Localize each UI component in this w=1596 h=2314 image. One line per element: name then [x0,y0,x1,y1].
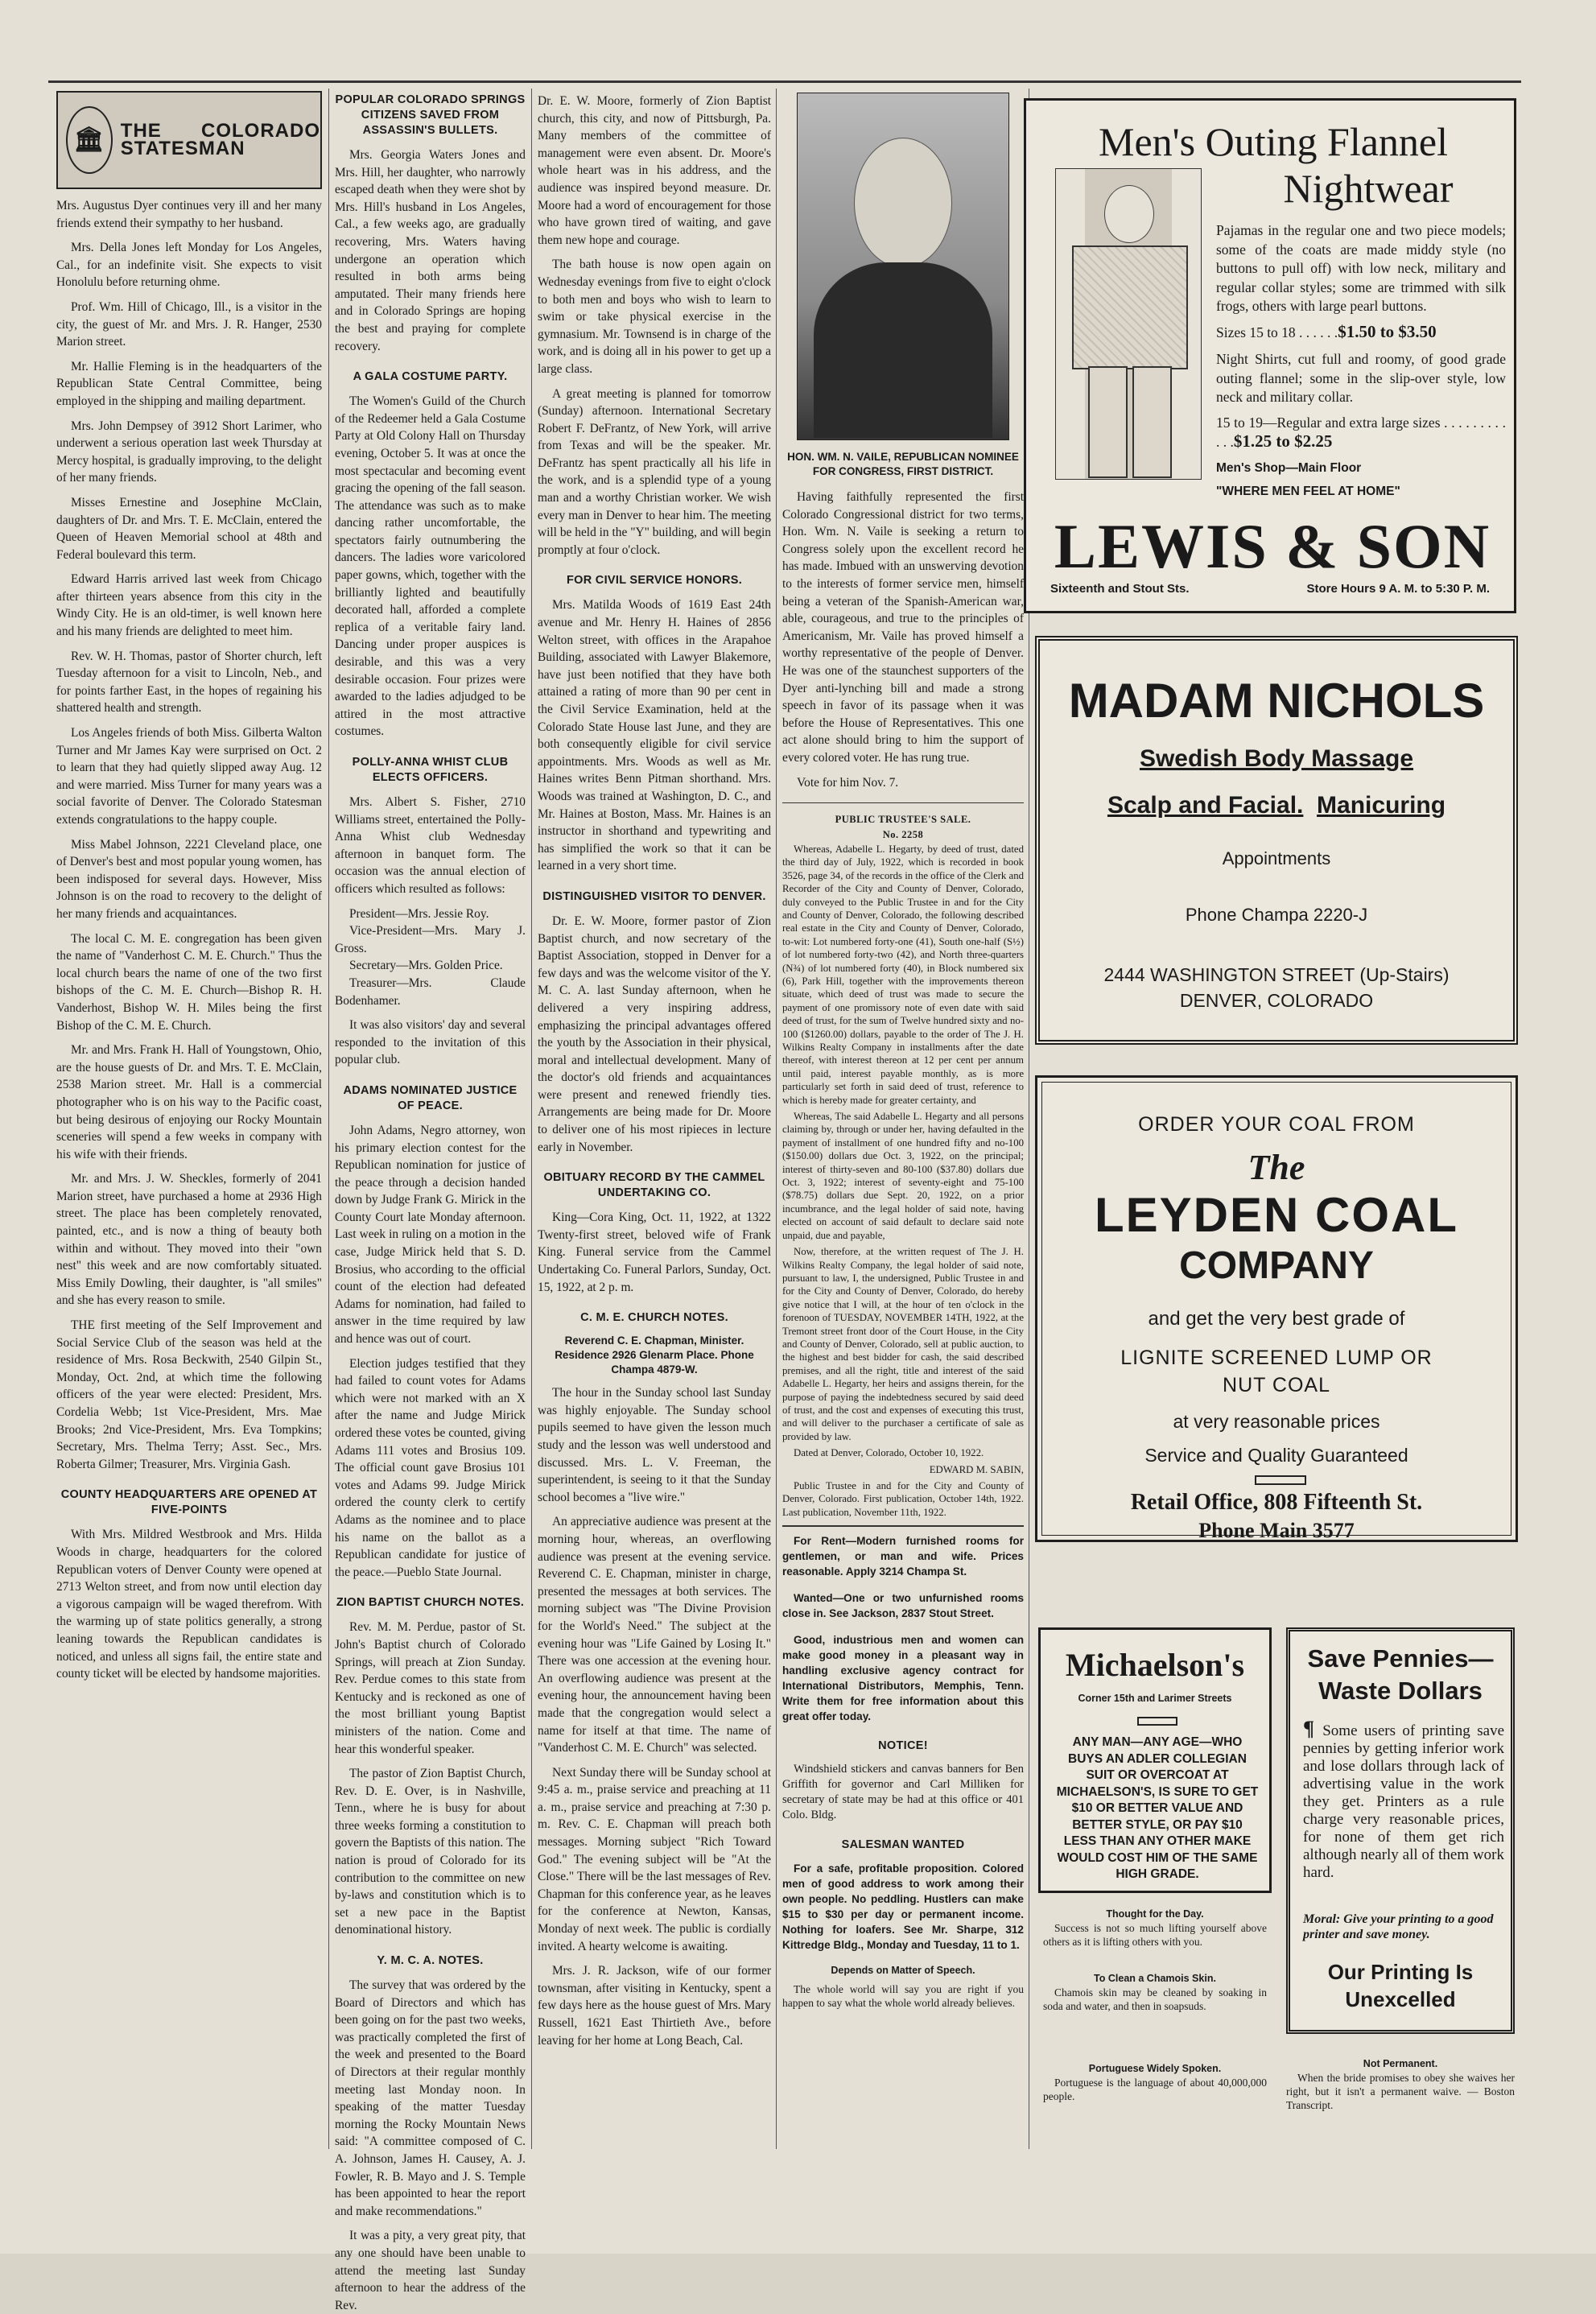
nichols-address-1: 2444 WASHINGTON STREET (Up-Stairs) [1103,964,1450,985]
item-whist: Mrs. Albert S. Fisher, 2710 Williams street, entertained the Polly-Anna Whist club Wednesday afternoon in banquet form. The occasion was the annual election of officers which resulted as follows: [335,795,526,896]
pilcrow-icon: ¶ [1303,1717,1323,1740]
ornament-icon [1255,1475,1306,1485]
item-county: With Mrs. Mildred Westbrook and Mrs. Hilda Woods in charge, headquarters for the colored Republican voters of Denver County were opened at 2713 Welton street, and from now until election day a vigorous campaign will be waged therefrom. With the warming up of state politics generally, a strong leaning towards the Republican candidates is noticed, and unless all signs fail, the entire state and county ticket will be elected by handsome majorities. [56,1528,322,1681]
headline-obituary: OBITUARY RECORD BY THE CAMMEL UNDERTAKING CO. [543,1171,765,1200]
item-vote: Vote for him Nov. 7. [797,775,899,790]
lewis-price-1: $1.50 to $3.50 [1338,321,1437,341]
filler-thought: Thought for the Day. Success is not so much lifting yourself above others as it is lifting others with you. [1043,1908,1267,1948]
lewis-desc: Pajamas in the regular one and two piece models; some of the coats are made middy style (no buttons to pull off) with low neck, military and regular collar styles; some are trimmed with silk frogs, others with large pearl buttons. [1216,222,1506,314]
officer: Vice-President—Mrs. Mary J. Gross. [335,924,526,955]
headline-zion: ZION BAPTIST CHURCH NOTES. [336,1596,525,1610]
officer: Secretary—Mrs. Golden Price. [349,959,503,973]
ad-agency: Good, industrious men and women can make good money in a pleasant way in handling exclusive agency contract for International Distributors, Memphis, Tenn. Write them for free information about this great offer today. [782,1634,1024,1723]
legal-notice: PUBLIC TRUSTEE'S SALE. No. 2258 Whereas, Adabelle L. Hegarty, by deed of trust, dated the third day of July, 1922, which is recorded in book 3526, page 34, of the records in the office of the Clerk and Recorder of the City and County of Denver, Colorado, duly conveyed to the Public Trustee in and for the City and County of Denver, Colorado, the following described real estate in the City and County of Denver, Colorado, to-wit: Lot numbered forty-one (41), South one-half (S½) of lot numbered forty-two (42), and North three-quarters (N¾) of lot numbered forty (40), in Block numbered six (6), Park Hill, together with the improvements thereon situate, which deed of trust was made to secure the payment of one promissory note of even date with said deed of trust, for the sum of Twelve hundred sixty and no-100 ($1260.00) dollars, payable to the order of The J. H. Wilkins Realty Company in installments after the date thereof, with interest thereon at 12 per cent per annum until paid, interest payable monthly, as is more particularly set forth in said deed of trust, reference to which is hereby made for greater certainty, and Whereas, The said Adabelle L. Hegarty and all persons claiming by, through or under her, having defaulted in the payment of installment of one hundred fifty and no-100 ($150.00) dollars due Oct. 3, 1922, on the principal; interest of thirty-seven and 80-100 ($37.80) dollars due Oct. 3, 1922; interest of seventy-eight and 75-100 ($78.75) dollars due Sept. 20, 1922, on a prior incumbrance, and the legal holder of said note, having elected on account of said default to declare said note unpaid, due and payable, Now, therefore, at the written request of The J. H. Wilkins Realty Company, the legal holder of said note, pursuant to law, I, the undersigned, Public Trustee in and for the City and County of Denver, Colorado, do hereby give notice that I will, at the hour of ten o'clock in the forenoon of TUESDAY, NOVEMBER 14TH, 1922, at the Tremont street front door of the Court House, in the City and County of Denver, Colorado, sell at public auction, to the highest and best bidder for cash, the said described premises, and all the right, title and interest of the said Adabelle L. Hegarty, her heirs and assigns therein, for the purpose of paying the indebtedness secured by said deed of trust, and the cost and expenses of executing this trust, and will deliver to the purchaser a certificate of sale as provided by law. Dated at Denver, Colorado, October 10, 1922. EDWARD M. SABIN, Public Trustee in and for the City and County of Denver, Colorado. First publication, October 14th, 1922. Last publication, November 11th, 1922. [782,802,1024,1519]
headline-notice: NOTICE! [878,1739,928,1753]
item-harris: Edward Harris arrived last week from Chicago after thirteen years absence from this city in the Windy City. He is an old-timer, is well known here and his many friends are delighted to meet him. [56,572,322,639]
leyden-coal-ad [1035,1075,1518,1542]
lewis-brand: LEWIS & SON [1054,511,1491,581]
leyden-line-2: and get the very best grade of [1148,1308,1405,1330]
pennies-footer-1: Our Printing Is [1327,1960,1474,1984]
headline-costume: A GALA COSTUME PARTY. [353,370,508,384]
leyden-name-2: COMPANY [1179,1244,1374,1287]
nichols-name: MADAM NICHOLS [1068,674,1485,728]
pennies-body: ¶ Some users of printing save pennies by getting inferior work and lose dollars through lack of advertising value in the work they get. Printers as a rule charge very reasonable prices, for none of them get rich although nearly all of them work hard. [1303,1717,1504,1881]
portrait-photo [797,93,1009,440]
item-cme: The local C. M. E. congregation has been given the name of "Vanderhost C. M. E. Church." Thus the local church bears the name of one of the two first bishops of the C. M. E. Church—Bishop R. H. Vanderhost, Bishop W. H. Miles being the first Bishop of the C. M. E. Church. [56,931,322,1033]
pajama-figure-icon [1055,168,1202,480]
madam-nichols-ad [1035,636,1518,1045]
leyden-line-5: at very reasonable prices [1173,1411,1380,1432]
item-mcclain: Misses Ernestine and Josephine McClain, daughters of Dr. and Mrs. T. E. McClain, entered the Queen of Heaven Memorial school at 48th and Federal boulevard this term. [56,495,322,562]
item-zion-2: The pastor of Zion Baptist Church, Rev. D. E. Over, is in Nashville, Tenn., where he is busy for about three weeks forming a constitution to govern the Baptists of this nation. The nation is proud of Colorado for its contribution to the committee on new by-laws and constitution which is to set a new pace in the Baptist denominational history. [335,1767,526,1937]
headline-cme: C. M. E. CHURCH NOTES. [580,1311,728,1325]
nichols-address-2: DENVER, COLORADO [1179,990,1374,1011]
headline-county: COUNTY HEADQUARTERS ARE OPENED AT FIVE-POINTS [60,1488,318,1517]
leyden-line-3: LIGNITE SCREENED LUMP OR [1120,1347,1433,1369]
item-hill: Prof. Wm. Hill of Chicago, Ill., is a visitor in the city, the guest of Mr. and Mrs. J. R. Hanger, 2530 Marion street. [56,299,322,349]
lewis-address: Sixteenth and Stout Sts. [1050,582,1190,596]
column-2 [335,93,526,2312]
masthead-title: THE COLORADO STATESMAN [120,120,320,159]
item-dyer: Mrs. Augustus Dyer continues very ill and her many friends extend their sympathy to her husband. [56,199,322,230]
portrait-caption: HON. WM. N. VAILE, REPUBLICAN NOMINEE FOR CONGRESS, FIRST DISTRICT. [787,451,1019,477]
cme-subhead: Reverend C. E. Chapman, Minister. Residence 2926 Glenarm Place. Phone Champa 4879-W. [555,1334,754,1376]
item-obituary: King—Cora King, Oct. 11, 1922, at 1322 Twenty-first street, beloved wife of Frank King. Funeral service from the Cammel Undertaking Co. Funeral Parlors, Sunday, Oct. 15, 1922, at 2 p. m. [538,1211,771,1294]
michaelsons-name: Michaelson's [1065,1647,1245,1683]
column-3 [538,93,771,2153]
pennies-footer-2: Unexcelled [1345,1987,1456,2011]
michaelsons-ad [1038,1627,1272,1893]
save-pennies-ad [1286,1627,1515,2034]
item-ymca: The survey that was ordered by the Board of Directors and which has been going on for the past two weeks, was practically completed the first of the week and presented to the Board of Directors at their regular monthly meeting last Monday noon. In speaking of the matter Tuesday morning the Rocky Mountain News said: "A committee composed of C. A. Johnson, James H. Causey, A. J. Fowler, R. B. Mayo and J. S. Temple has been appointed to hear the report and make recommendations." [335,1978,526,2218]
item-club: THE first meeting of the Self Improvement and Social Service Club of the season was held at the residence of Mrs. Rosa Beckwith, 2540 Gilpin St., Monday, Oct. 2nd, at which time the following officers of the year were elected: President, Mrs. Cordelia Webb; 1st Vice-President, Mrs. Mae Brooks; 2nd Vice-President, Mrs. Eva Tompkins; Secretary, Mrs. Thelma Terry; Asst. Sec., Mrs. Roberta Gilmer; Treasurer, Mrs. Virginia Gash. [56,1318,322,1471]
nichols-appointments: Appointments [1222,848,1331,868]
michaelsons-address: Corner 15th and Larimer Streets [1078,1693,1232,1704]
item-hall: Mr. and Mrs. Frank H. Hall of Youngstown, Ohio, are the house guests of Dr. and Mrs. T. E. McClain, 2538 Marion street. Mr. Hall is a commercial photographer who is on his way to the Pacific coast, but being desirous of enjoying our Rocky Mountain sceneries will spend a few weeks in company with his wife with their friends. [56,1043,322,1161]
leyden-the: The [1248,1148,1305,1187]
officer: Treasurer—Mrs. Claude Bodenhamer. [335,976,526,1008]
item-notice: Windshield stickers and canvas banners for Ben Griffith for governor and Carl Milliken for secretary of state may be had at this office or 401 Colo. Bldg. [782,1763,1024,1822]
item-cme-1: The hour in the Sunday school last Sunday was highly enjoyable. The Sunday school pupils seemed to have given the lesson much study and the lesson was well understood and discussed. Mrs. L. V. Freeman, the superintendent, is seeing to it that the Sunday school becomes a "live wire." [538,1386,771,1504]
headline-salesman: SALESMAN WANTED [841,1838,965,1852]
headline-whist: POLLY-ANNA WHIST CLUB ELECTS OFFICERS. [352,756,509,784]
lewis-price-2: $1.25 to $2.25 [1233,431,1333,451]
leyden-intro: ORDER YOUR COAL FROM [1138,1113,1415,1136]
legal-title: PUBLIC TRUSTEE'S SALE. [835,814,971,826]
item-vaile: Having faithfully represented the first Colorado Congressional district for two terms, Hon. Wm. N. Vaile is seeking a return to Congress solely upon the excellent record he has made. Imbued with an unswerving devotion to the interests of former service men, himself being a veteran of the Spanish-American war, able, courageous, and true to the principles of Americanism, Mr. Vaile has proved himself a worthy representative of the people of Denver. He was one of the staunchest supporters of the Dyer anti-lynching bill and made a strong speech in favor of its passage when it was before the House of Representatives. This one act alone should bring to him the support of every colored voter. He has rung true. [782,490,1024,765]
masthead [56,91,322,189]
ad-for-rent: For Rent—Modern furnished rooms for gentlemen, or man and wife. Prices reasonable. Apply 3214 Champa St. [782,1535,1024,1578]
item-fleming: Mr. Hallie Fleming is in the headquarters of the Republican State Central Committee, being employed in the shipping and mailing department. [56,359,322,408]
filler-portuguese: Portuguese Widely Spoken. Portuguese is the language of about 40,000,000 people. [1043,2063,1267,2102]
lewis-dept: Men's Shop—Main Floor [1216,460,1362,475]
headline-adams: ADAMS NOMINATED JUSTICE OF PEACE. [343,1083,518,1112]
item-whist-2: It was also visitors' day and several responded to the invitation of this popular club. [335,1018,526,1067]
speech-filler: Depends on Matter of Speech. The whole world will say you are right if you happen to say what the whole world already believes. [782,1965,1024,2010]
nichols-phone: Phone Champa 2220-J [1185,905,1368,925]
column-divider [531,89,532,2149]
nichols-services: Scalp and Facial. Manicuring [1107,792,1446,819]
lewis-slogan: "WHERE MEN FEEL AT HOME" [1216,485,1400,498]
item-zion: Rev. M. M. Perdue, pastor of St. John's Baptist church of Colorado Springs, will preach at Zion Sunday. Rev. Perdue comes to this state from Kentucky and is reckoned as one of the most brilliant young Baptist ministers of the nation. Come and hear this wonderful speaker. [335,1620,526,1756]
lewis-desc-2: Night Shirts, cut full and roomy, of good grade outing flannel; some in the slip-over style, low neck and military collar. [1216,351,1506,405]
ad-wanted: Wanted—One or two unfurnished rooms close in. See Jackson, 2837 Stout Street. [782,1592,1024,1620]
ornament-icon [1137,1717,1177,1726]
item-turner: Los Angeles friends of both Miss. Gilberta Walton Turner and Mr James Kay were surprised on Oct. 2 to learn that they had quietly slipped away Aug. 12 and were married. Miss Turner for many years was a social favorite of Denver. The Colorado Statesman extends congratulations to the happy couple. [56,726,322,827]
lewis-title-1: Men's Outing Flannel [1099,119,1448,164]
item-adams: John Adams, Negro attorney, won his primary election contest for the Republican nomination for justice of the peace through a decision handed down by Judge Frank G. Mirick in the County Court late Monday afternoon. Last week in ruling on a motion in the case, Judge Mirick held that S. D. Brosius, who according to the official count of the election had defeated Adams for nomination, had failed to answer in the time required by law and hence was out of court. [335,1123,526,1347]
item-costume: The Women's Guild of the Church of the Redeemer held a Gala Costume Party at Old Colony Hall on Thursday evening, October 5. It was at once the most spectacular and becoming event gracing the opening of the fall season. The attendance was such as to make dancing rather uncomfortable, the spectators fairly outnumbering the dancers. The ladies wore varicolored paper gowns, which, together with the brilliantly lighted and beautifully decorated hall, afforded a complete replica of a veritable fairy land. Dancing under proper auspices is desirable, and this was a very desirable occasion. Four prizes were awarded to the ladies adjudged to be attired in the most attractive costumes. [335,394,526,739]
filler-chamois: To Clean a Chamois Skin. Chamois skin may be cleaned by soaking in soda and water, and then in soapsuds. [1043,1973,1267,2012]
item-adams-2: Election judges testified that they had failed to count votes for Adams which were not marked with an X after the name and Judge Mirick ordered these votes be counted, giving Adams 111 votes and Brosius 109. The official count gave Brosius 101 votes and Adams 99. Judge Mirick ordered the county clerk to certify Adams as the nominee and to place his name on the ballot as a Republican candidate for justice of the peace.—Pueblo State Journal. [335,1356,526,1579]
headline-springs: POPULAR COLORADO SPRINGS CITIZENS SAVED FROM ASSASSIN'S BULLETS. [335,93,526,137]
item-cme-3: Next Sunday there will be Sunday school at 9:45 a. m., praise service and preaching at 11 a. m., praise service and preaching at 7:30 p. m. Rev. C. E. Chapman will preach both messages. Morning subject "Rich Toward God." The evening subject will be "At the Close." There will be the last messages of Rev. Chapman for this conference year, as he leaves for the conference at Newton, Kansas, Monday of next week. The public is cordially invited. A hearty welcome is awaiting. [538,1765,771,1953]
column-divider [328,89,329,2149]
lewis-hours: Store Hours 9 A. M. to 5:30 P. M. [1306,582,1490,596]
item-ymca-2: It was a pity, a very great pity, that any one should have been unable to attend the meeting last Sunday afternoon to hear the address of the Rev. [335,2229,526,2312]
item-jackson: Mrs. J. R. Jackson, wife of our former townsman, after visiting in Kentucky, spent a few days here as the house guest of Mrs. Mary Russell, 1621 East Thirtieth Ave., before leaving for her home at Long Beach, Cal. [538,1964,771,2048]
item-meeting: A great meeting is planned for tomorrow (Sunday) afternoon. International Secretary Robert F. DeFrantz, of New York, will arrive from Texas and will be the speaker. Mr. DeFrantz has spent practically all his life in the work, and is a splendid type of a young man and a worthy Christian worker. We wish every man in Denver to hear him. The meeting will be held in the "Y" building, and will begin promptly at four o'clock. [538,386,771,557]
pennies-heading-2: Waste Dollars [1318,1677,1483,1705]
item-jones: Mrs. Della Jones left Monday for Los Angeles, Cal., for an indefinite visit. She expects to visit Honolulu before returning ohme. [56,241,322,290]
item-salesman: For a safe, profitable proposition. Colored men of good address to work among their own people. No peddling. Hustlers can make $15 to $30 per day or permanent income. Nothing for loafers. See Mr. Sharpe, 312 Kittredge Bldg., Monday and Tuesday, 11 to 1. [782,1862,1024,1952]
item-thomas: Rev. W. H. Thomas, pastor of Shorter church, left Tuesday afternoon for a visit to Lincoln, Neb., and for points farther East, in the hopes of regaining his shattered health and strength. [56,649,322,716]
column-1 [56,93,322,2153]
headline-civil: FOR CIVIL SERVICE HONORS. [566,574,743,588]
leyden-line-6: Service and Quality Guaranteed [1144,1445,1408,1466]
officer: President—Mrs. Jessie Roy. [349,906,489,921]
leyden-office: Retail Office, 808 Fifteenth St. [1130,1490,1423,1515]
leyden-phone: Phone Main 3577 [1198,1519,1355,1542]
lewis-title-2: Nightwear [1283,166,1454,211]
leyden-line-4: NUT COAL [1223,1374,1330,1396]
item-dempsey: Mrs. John Dempsey of 3912 Short Larimer, who underwent a serious operation last week Thursday at Mercy hospital, is gradually improving, to the delight of her many friends. [56,419,322,485]
legal-number: No. 2258 [882,828,924,840]
item-springs: Mrs. Georgia Waters Jones and Mrs. Hill, her daughter, who narrowly escaped death when they were shot by Mrs. Hill's husband in Los Angeles, Cal., a few weeks ago, are gradually recovering, Mrs. Waters having undergone an operation which resulted in both arms being amputated. Their many friends here and in Colorado Springs are hoping the best and praying for complete recovery. [335,148,526,353]
michaelsons-body: ANY MAN—ANY AGE—WHO BUYS AN ADLER COLLEGIAN SUIT OR OVERCOAT AT MICHAELSON'S, IS SURE TO GET $10 OR BETTER VALUE AND BETTER STYLE, OR PAY $10 LESS THAN ANY OTHER MAKE WOULD COST HIM OF THE SAME HIGH GRADE. [1056,1735,1259,1881]
item-moore-cont: Dr. E. W. Moore, formerly of Zion Baptist church, this city, and now of Pittsburgh, Pa. Many members of the committee of management were even absent. Dr. Moore's whole heart was in his address, and the audience was inspired beyond measure. Dr. Moore had a word of encouragement for those who have grown tired of waiting, and gave them new hope and courage. [538,94,771,247]
item-civil: Mrs. Matilda Woods of 1619 East 24th avenue and Mr. Henry H. Haines of 2856 Welton street, with offices in the Arapahoe Building, associated with Lawyer Blakemore, have just been notified that they have both attained a rating of more than 90 per cent in the Civil Service Examination, held at the Colorado State House last June, and they are both consequently eligible for civil service appointments. Mrs. Woods as well as Mr. Haines writes Benn Pitman shorthand. Mrs. Woods was trained at Washington, D. C., and Mr. Haines at Boston, Mass. Mr. Haines is an instructor in shorthand and typewriting and has simplified the work so that it can be learned in a very short time. [538,598,771,873]
item-johnson: Miss Mabel Johnson, 2221 Cleveland place, one of Denver's best and most popular young women, has been indisposed for several days. However, Miss Johnson is on the road to recovery to the delight of her many friends and acquaintances. [56,837,322,921]
filler-permanent: Not Permanent. When the bride promises to obey she waives her right, but it isn't a permanent waive. — Boston Transcript. [1286,2058,1515,2111]
column-divider [776,89,777,2149]
item-cme-2: An appreciative audience was present at the morning hour, whereas, an overflowing audience was present at the evening service. Reverend C. E. Chapman, minister in charge, presented the messages at both services. The morning subject was "The Divine Provision for the World's Need." The subject at the evening hour was "Life Gained by Losing It." There was one accession at the evening hour. An overflowing audience was present at the evening hour, the announcement having been made that the congregation would select a name for itself at that time. The name of "Vanderhost C. M. E. Church" was selected. [538,1515,771,1755]
headline-ymca: Y. M. C. A. NOTES. [377,1954,484,1968]
classifieds [782,1525,1024,1953]
top-rule [48,80,1521,83]
headline-visitor: DISTINGUISHED VISITOR TO DENVER. [542,889,766,903]
leyden-name-1: LEYDEN COAL [1094,1188,1459,1242]
item-bath: The bath house is now open again on Wednesday evenings from five to eight o'clock to both men and boys who wish to learn to swim or take physical exercise in the gymnasium. Mr. Townsend is in charge of the work, and is doing all in his power to get up a large class. [538,258,771,376]
pennies-moral: Moral: Give your printing to a good printer and save money. [1303,1912,1494,1941]
lewis-sizes-1: Sizes 15 to 18 . . . . . .$1.50 to $3.50 [1216,321,1437,341]
pennies-heading-1: Save Pennies— [1307,1644,1494,1673]
nichols-massage: Swedish Body Massage [1139,745,1414,772]
item-sheckles: Mr. and Mrs. J. W. Sheckles, formerly of 2041 Marion street, have purchased a home at 2936 High street. The place has been completely renovated, painted, etc., and is now a thing of beauty both within and without. They moved into their "own nest" this week and are now comfortably situated. Miss Emily Dowling, their daughter, is "all smiles" and she has every reason to smile. [56,1172,322,1308]
capitol-emblem-icon: 🏛 [66,106,113,174]
lewis-sizes-2: 15 to 19—Regular and extra large sizes . . . . . . . . . . . .$1.25 to $2.25 [1216,414,1506,451]
lewis-son-ad [1024,98,1516,613]
item-visitor: Dr. E. W. Moore, former pastor of Zion Baptist church, and now secretary of the Baptist Association, stopped in Denver for a few days and was the welcome visitor of the Y. M. C. A. last Sunday afternoon, when he delivered a very inspiring address, emphasizing the principal advantages offered the youth by the Association in their physical, moral and intellectual development. Many of the doctor's old friends and acquaintances were present and renewed friendly ties. Arrangements are being made for Dr. Moore to deliver one of his most ripieces in lecture early in November. [538,914,771,1154]
column-4 [782,93,1024,2153]
